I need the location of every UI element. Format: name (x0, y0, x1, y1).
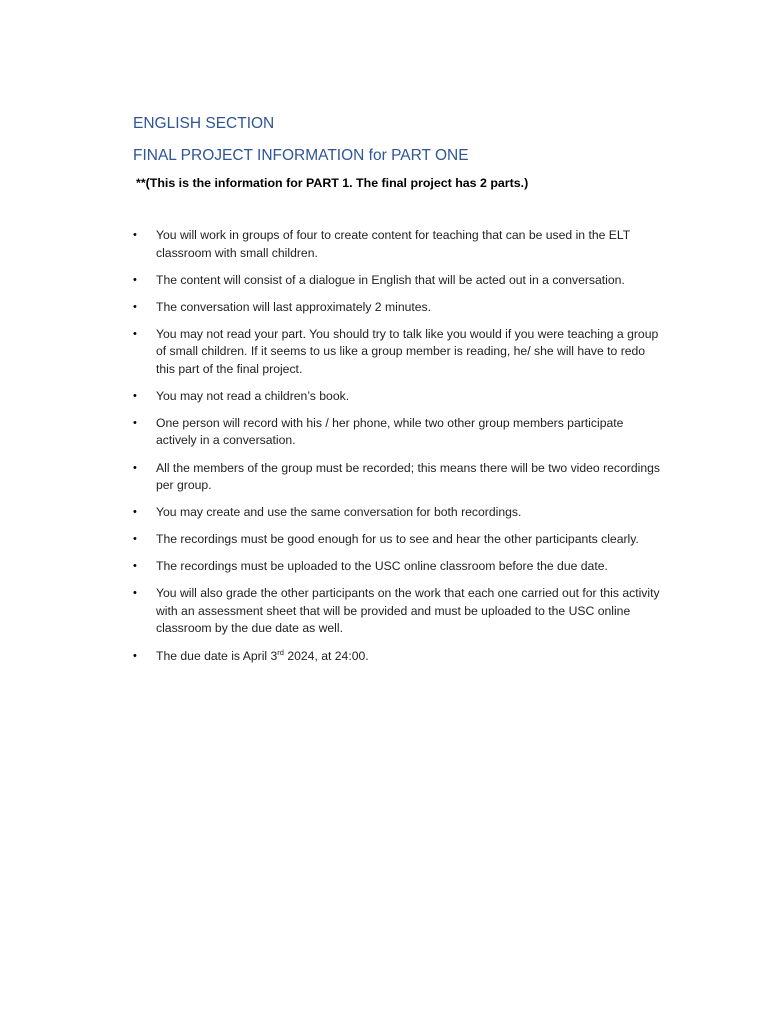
bullet-icon: • (133, 389, 137, 402)
document-page (133, 114, 663, 675)
bullet-icon: • (133, 506, 137, 519)
list-item-text: The content will consist of a dialogue in English that will be acted out in a conversation. (156, 272, 625, 287)
list-item-text: One person will record with his / her phone, while two other group members participate actively in a conversation. (156, 415, 624, 448)
bullet-icon: • (133, 229, 137, 241)
bullet-icon: • (133, 587, 137, 600)
bullet-icon: • (133, 273, 137, 286)
list-item (133, 415, 663, 450)
bullet-icon: • (133, 327, 137, 340)
due-date-item (133, 648, 663, 666)
bullet-list (133, 227, 663, 665)
due-date-suffix: 2024, at 24:00. (283, 648, 369, 663)
list-item (133, 326, 663, 379)
list-item-text: You may not read your part. You should try to talk like you would if you were teaching a group of small children. If it seems to us like a group member is reading, he/ she will have to redo this part of the final project. (156, 326, 659, 376)
list-item-text: The recordings must be good enough for us to see and hear the other participants clearly. (156, 532, 639, 547)
bullet-icon: • (133, 300, 137, 313)
list-item-text: The recordings must be uploaded to the USC online classroom before the due date. (156, 559, 608, 574)
due-date-superscript: rd (277, 647, 284, 657)
bullet-icon: • (133, 416, 137, 429)
list-item-text: You may not read a children’s book. (156, 388, 350, 403)
list-item-text: The conversation will last approximately 2 minutes. (156, 299, 432, 314)
bullet-icon: • (133, 649, 137, 662)
list-item-text: You may create and use the same conversation for both recordings. (156, 505, 522, 520)
list-item (133, 460, 663, 495)
list-item (133, 504, 663, 522)
project-title: FINAL PROJECT INFORMATION for PART ONE (133, 147, 469, 164)
section-title: ENGLISH SECTION (133, 115, 275, 132)
list-item (133, 585, 663, 638)
list-item (133, 299, 663, 317)
part-note: **(This is the information for PART 1. The final project has 2 parts.) (136, 176, 529, 190)
bullet-icon: • (133, 560, 137, 573)
list-item-text: All the members of the group must be recorded; this means there will be two video recordings per group. (156, 460, 660, 493)
list-item-text: You will work in groups of four to create content for teaching that can be used in the ELT classroom with small children. (156, 228, 631, 260)
list-item-text: You will also grade the other participants on the work that each one carried out for this activity with an assessment sheet that will be provided and must be uploaded to the USC online classroom by the due date as well. (156, 586, 660, 636)
bullet-icon: • (133, 461, 137, 474)
list-item (133, 531, 663, 549)
list-item (133, 388, 663, 406)
bullet-icon: • (133, 533, 137, 546)
list-item (133, 227, 663, 262)
due-date-prefix: The due date is April 3 (156, 648, 278, 663)
list-item (133, 272, 663, 290)
list-item (133, 558, 663, 576)
